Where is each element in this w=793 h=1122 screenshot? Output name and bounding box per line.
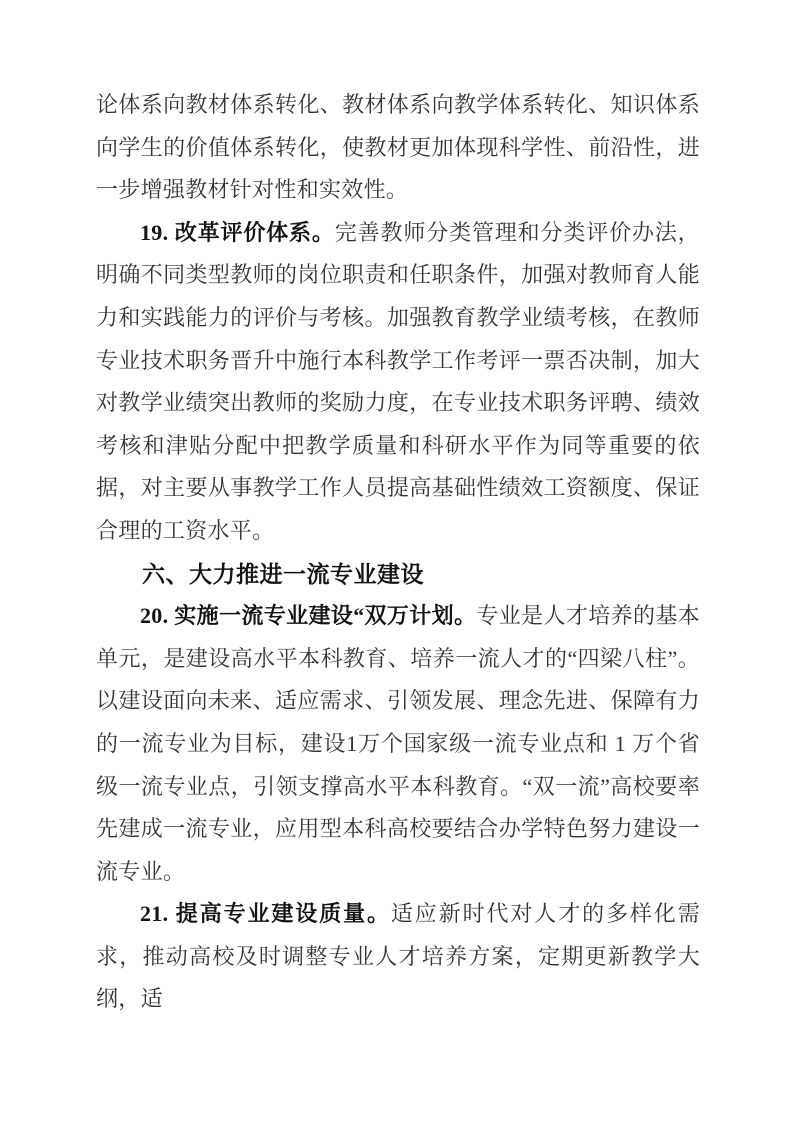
clause-19-title: 19. 改革评价体系。 [140, 219, 335, 245]
clause-21-title: 21. 提高专业建设质量。 [140, 901, 391, 927]
section-heading-6: 六、大力推进一流专业建设 [142, 560, 424, 587]
paragraph-clause-19 [96, 212, 700, 553]
paragraph-clause-20 [96, 595, 700, 893]
paragraph-clause-21 [96, 893, 700, 1021]
clause-20-body: 专业是人才培养的基本单元，是建设高水平本科教育、培养一流人才的“四梁八柱”。以建设面向未来、适应需求、引领发展、理念先进、保障有力的一流专业为目标，建设1万个国家级一流专业点和 1 万个省级一流专业点，引领支撑高水平本科教育。“双一流”高校要率先建成一流专业，应用型本科高校要结合办学特色努力建设一流专业。 [96, 603, 700, 884]
clause-21-body: 适应新时代对人才的多样化需求，推动高校及时调整专业人才培养方案，定期更新教学大纲，适 [96, 901, 701, 1012]
clause-20-title: 20. 实施一流专业建设“双万计划。 [140, 603, 477, 629]
clause-19-body: 完善教师分类管理和分类评价办法，明确不同类型教师的岗位职责和任职条件，加强对教师育人能力和实践能力的评价与考核。加强教育教学业绩考核，在教师专业技术职务晋升中施行本科教学工作考评一票否决制，加大对教学业绩突出教师的奖励力度，在专业技术职务评聘、绩效考核和津贴分配中把教学质量和科研水平作为同等重要的依据，对主要从事教学工作人员提高基础性绩效工资额度、保证合理的工资水平。 [96, 219, 700, 543]
paragraph-continuation: 论体系向教材体系转化、教材体系向教学体系转化、知识体系向学生的价值体系转化，使教材更加体现科学性、前沿性，进一步增强教材针对性和实效性。 [96, 92, 700, 203]
